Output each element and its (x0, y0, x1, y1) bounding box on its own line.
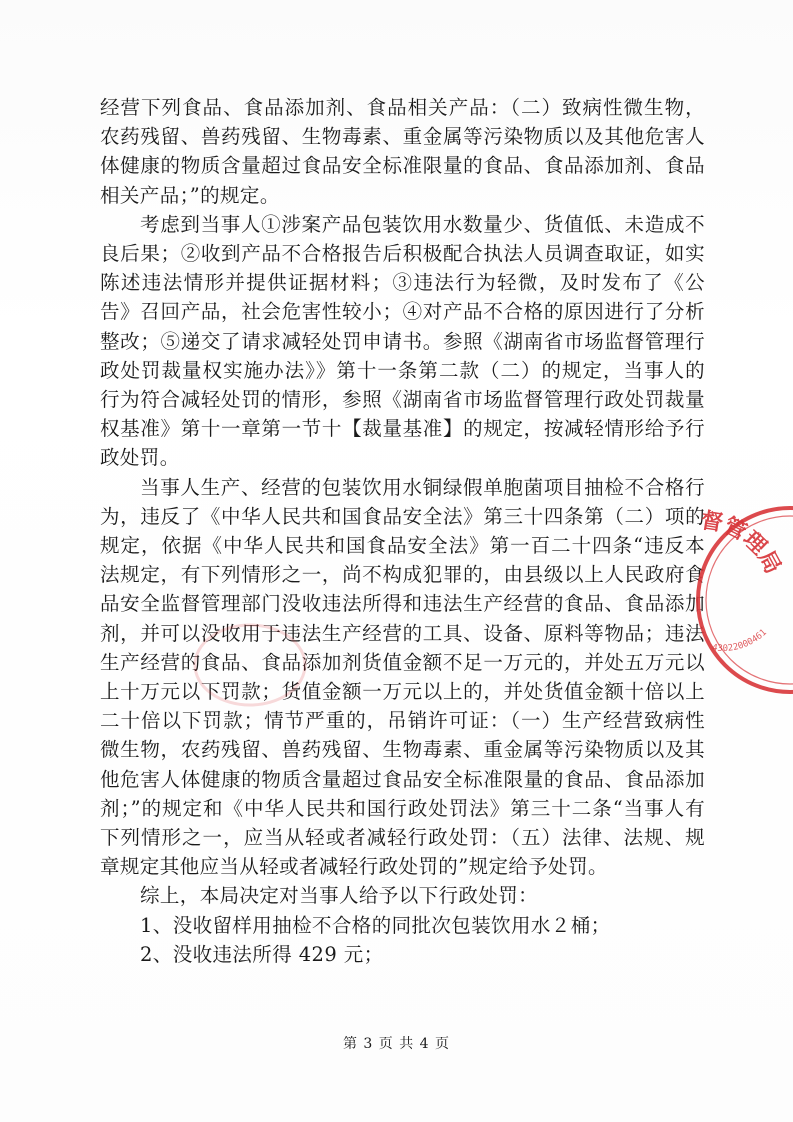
seal-number: 43022000461 (711, 627, 769, 655)
paragraph-legal-basis: 当事人生产、经营的包装饮用水铜绿假单胞菌项目抽检不合格行为，违反了《中华人民共和国食品安全法》第三十四条第（二）项的规定，依据《中华人民共和国食品安全法》第一百二十四条“违反本法规定，有下列情形之一，尚不构成犯罪的，由县级以上人民政府食品安全监督管理部门没收违法所得和违法生产经营的食品、食品添加剂，并可以没收用于违法生产经营的工具、设备、原料等物品；违法生产经营的食品、食品添加剂货值金额不足一万元的，并处五万元以上十万元以下罚款；货值金额一万元以上的，并处货值金额十倍以上二十倍以下罚款；情节严重的，吊销许可证：（一）生产经营致病性微生物，农药残留、兽药残留、生物毒素、重金属等污染物质以及其他危害人体健康的物质含量超过食品安全标准限量的食品、食品添加剂；”的规定和《中华人民共和国行政处罚法》第三十二条“当事人有下列情形之一，应当从轻或者减轻行政处罚：（五）法律、法规、规章规定其他应当从轻或者减轻行政处罚的”规定给予处罚。 (100, 475, 705, 879)
penalty-item-2: 2、没收违法所得 429 元； (140, 942, 384, 966)
page-number: 第 3 页 共 4 页 (342, 1036, 451, 1052)
svg-text:督管理局 (699, 507, 785, 578)
paragraph-mitigation: 考虑到当事人①涉案产品包装饮用水数量少、货值低、未造成不良后果；②收到产品不合格报告后积极配合执法人员调查取证，如实陈述违法情形并提供证据材料；③违法行为轻微，及时发布了《公告》召回产品，社会危害性较小；④对产品不合格的原因进行了分析整改；⑤递交了请求减轻处罚申请书。参照《湖南省市场监督管理行政处罚裁量权实施办法》》第十一条第二款（二）的规定，当事人的行为符合减轻处罚的情形，参照《湖南省市场监督管理行政处罚裁量权基准》第十一章第一节十【裁量基准】的规定，按减轻情形给予行政处罚。 (100, 212, 705, 470)
penalty-item-1: 1、没收留样用抽检不合格的同批次包装饮用水２桶； (140, 913, 611, 937)
paragraph-decision-intro: 综上，本局决定对当事人给予以下行政处罚： (140, 884, 539, 908)
svg-text:43022000461 (712, 628, 769, 654)
seal-text: 督管理局 (699, 508, 786, 579)
document-body (100, 93, 705, 969)
paragraph-continuation: 经营下列食品、食品添加剂、食品相关产品：（二）致病性微生物，农药残留、兽药残留、生物毒素、重金属等污染物质以及其他危害人体健康的物质含量超过食品安全标准限量的食品、食品添加剂、食品相关产品；”的规定。 (100, 96, 705, 207)
